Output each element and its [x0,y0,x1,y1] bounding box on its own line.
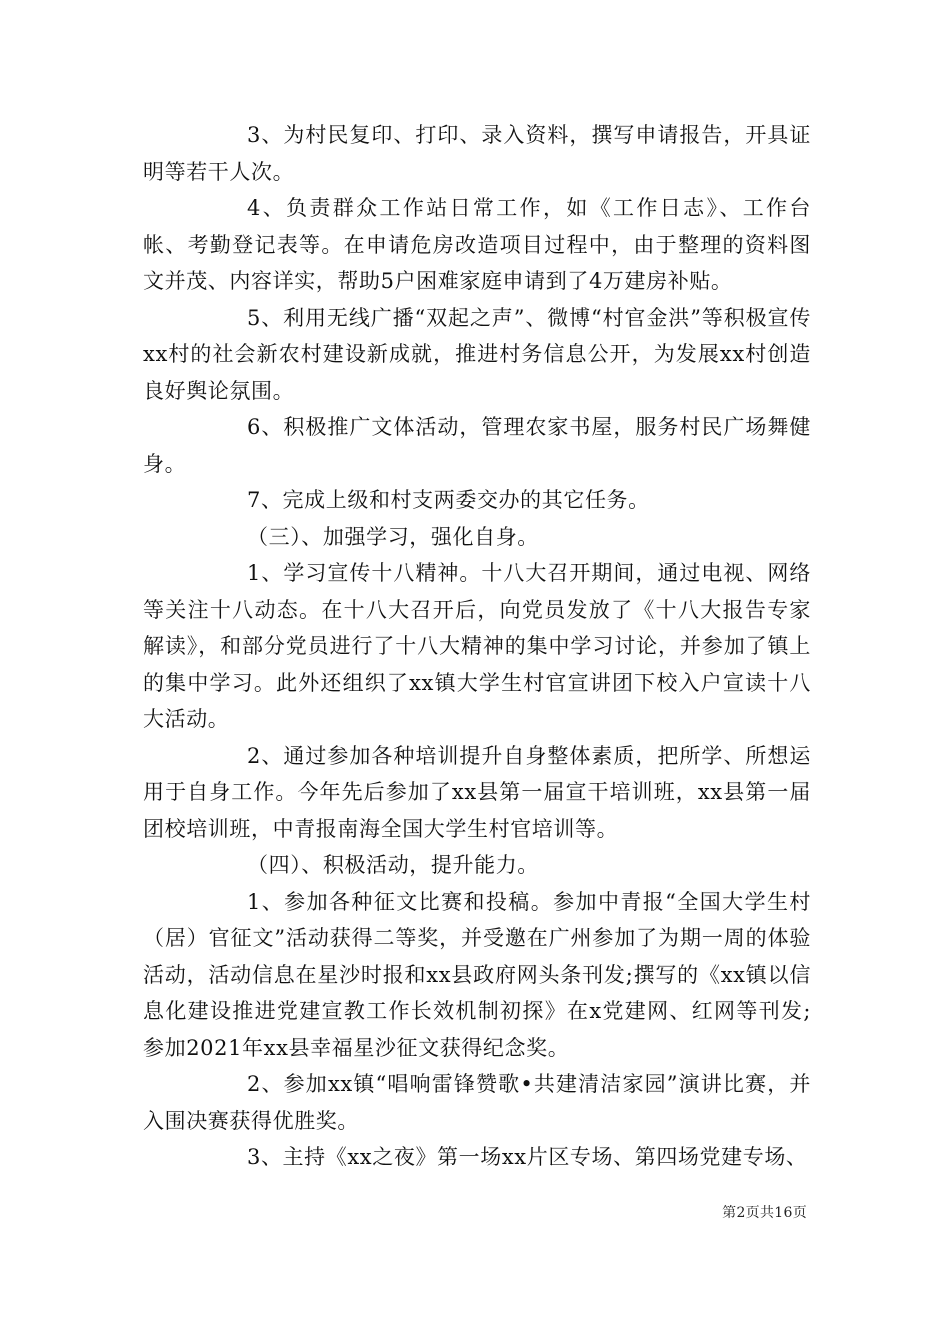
paragraph-study-2: 2、通过参加各种培训提升自身整体素质，把所学、所想运用于自身工作。今年先后参加了xx县第一届宣干培训班，xx县第一届团校培训班，中青报南海全国大学生村官培训等。 [143,743,811,841]
section-heading-4: （四）、积极活动，提升能力。 [247,853,539,877]
section-heading-3: （三）、加强学习，强化自身。 [247,524,539,549]
paragraph-activity-1: 1、参加各种征文比赛和投稿。参加中青报“全国大学生村（居）官征文”活动获得二等奖，并受邀在广州参加了为期一周的体验活动，活动信息在星沙时报和xx县政府网头条刊发;撰写的《xx镇以信息化建设推进党建宣教工作长效机制初探》在x党建网、红网等刊发;参加2021年xx县幸福星沙征文获得纪念奖。 [143,889,811,1060]
paragraph-study-1: 1、学习宣传十八精神。十八大召开期间，通过电视、网络等关注十八动态。在十八大召开后，向党员发放了《十八大报告专家解读》，和部分党员进行了十八大精神的集中学习讨论，并参加了镇上的集中学习。此外还组织了xx镇大学生村官宣讲团下校入户宣读十八大活动。 [143,561,811,731]
paragraph-item-5: 5、利用无线广播“双起之声”、微博“村官金洪”等积极宣传xx村的社会新农村建设新成就，推进村务信息公开，为发展xx村创造良好舆论氛围。 [143,305,811,403]
paragraph-item-4: 4、负责群众工作站日常工作，如《工作日志》、工作台帐、考勤登记表等。在申请危房改造项目过程中，由于整理的资料图文并茂、内容详实，帮助5户困难家庭申请到了4万建房补贴。 [143,196,811,293]
paragraph-item-3: 3、为村民复印、打印、录入资料，撰写申请报告，开具证明等若干人次。 [143,123,811,184]
paragraph-activity-3: 3、主持《xx之夜》第一场xx片区专场、第四场党建专场、 [247,1145,808,1169]
document-body [143,117,811,1176]
paragraph-item-6: 6、积极推广文体活动，管理农家书屋，服务村民广场舞健身。 [143,415,811,476]
paragraph-item-7: 7、完成上级和村支两委交办的其它任务。 [247,488,650,512]
paragraph-activity-2: 2、参加xx镇“唱响雷锋赞歌•共建清洁家园”演讲比赛，并入围决赛获得优胜奖。 [143,1072,811,1133]
page-number: 第2页共16页 [722,1205,807,1221]
